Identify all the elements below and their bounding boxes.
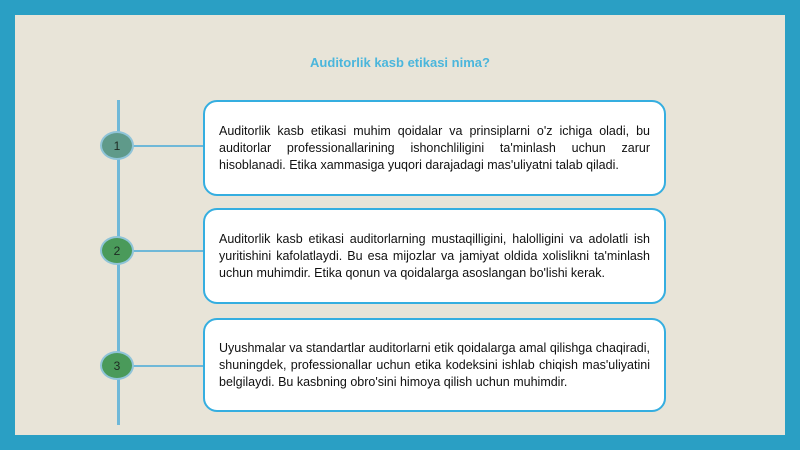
timeline-connector <box>130 145 203 147</box>
slide-title: Auditorlik kasb etikasi nima? <box>310 55 490 70</box>
step-card <box>203 318 666 412</box>
step-text: Uyushmalar va standartlar auditorlarni etik qoidalarga amal qilishga chaqiradi, shuningdek, professionallar uchun etika kodeksini ishlab chiqish mas'uliyatini belgilaydi. Bu kasbning obro'sini himoya qilish uchun muhimdir. <box>219 340 650 389</box>
timeline-connector <box>130 365 203 367</box>
step-text: Auditorlik kasb etikasi auditorlarning mustaqilligini, halolligini va adolatli ish yuritishini kafolatlaydi. Bu esa mijozlar va jamiyat oldida xolislikni ta'minlash uchun muhimdir. Etika qonun va qoidalarga asoslangan bo'lishi kerak. <box>219 231 650 280</box>
step-card <box>203 208 666 304</box>
step-text: Auditorlik kasb etikasi muhim qoidalar va prinsiplarni o'z ichiga oladi, bu auditorlar professionallarining ishonchliligini ta'minlash uchun zarur hisoblanadi. Etika xammasiga yuqori darajadagi mas'uliyatni talab qiladi. <box>219 123 650 172</box>
step-number-badge: 2 <box>100 236 134 265</box>
step-number-badge: 3 <box>100 351 134 380</box>
timeline-connector <box>130 250 203 252</box>
step-card <box>203 100 666 196</box>
step-number-badge: 1 <box>100 131 134 160</box>
